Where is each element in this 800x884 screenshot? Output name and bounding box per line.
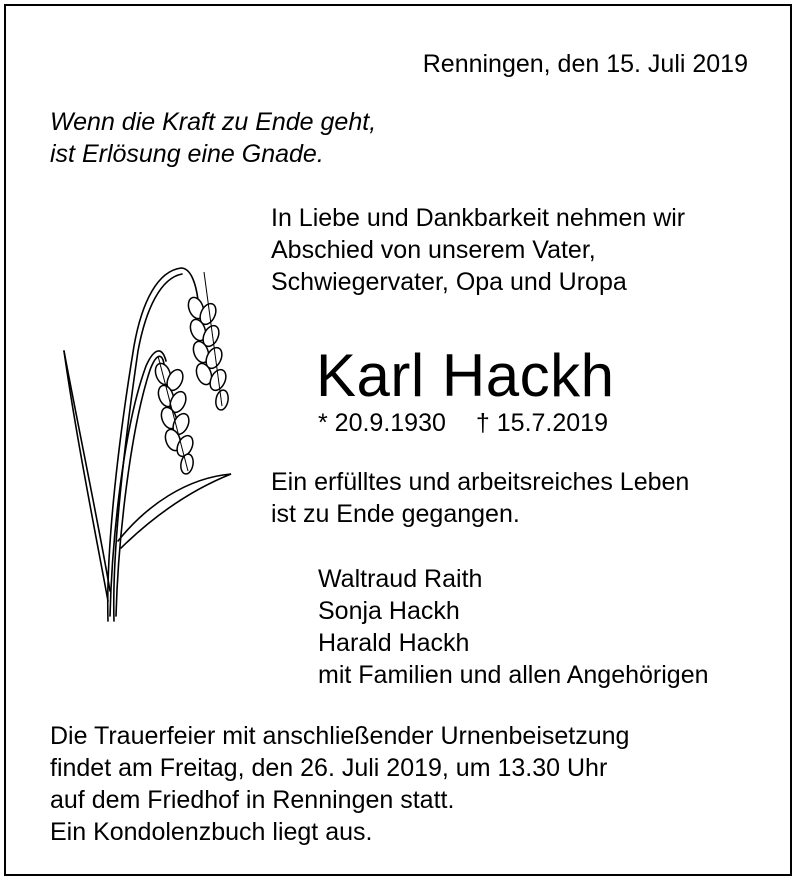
wheat-icon (46, 256, 256, 626)
intro-line: In Liebe und Dankbarkeit nehmen wir (271, 204, 686, 232)
service-line: Ein Kondolenzbuch liegt aus. (50, 818, 373, 846)
motto-line: ist Erlösung eine Gnade. (50, 140, 324, 168)
service-line: Die Trauerfeier mit anschließender Urnenbeisetzung (50, 722, 630, 750)
obituary-card (4, 4, 792, 876)
life-dates (318, 407, 608, 439)
death-date: † 15.7.2019 (475, 409, 608, 437)
life-line: Ein erfülltes und arbeitsreiches Leben (271, 468, 690, 496)
intro-line: Abschied von unserem Vater, (271, 236, 596, 264)
motto-line: Wenn die Kraft zu Ende geht, (50, 108, 377, 136)
mourner-name: Waltraud Raith (318, 565, 483, 593)
life-line: ist zu Ende gegangen. (271, 500, 520, 528)
service-info (50, 720, 629, 848)
date-line: Renningen, den 15. Juli 2019 (422, 50, 748, 78)
mourner-name: Harald Hackh (318, 629, 470, 657)
mourners-list (318, 563, 709, 691)
service-line: auf dem Friedhof in Renningen statt. (50, 786, 455, 814)
mourner-name: mit Familien und allen Angehörigen (318, 661, 709, 689)
intro-text (271, 202, 685, 298)
deceased-name: Karl Hackh (316, 342, 615, 409)
mourner-name: Sonja Hackh (318, 597, 460, 625)
intro-line: Schwiegervater, Opa und Uropa (271, 268, 627, 296)
life-text (271, 466, 689, 530)
motto (50, 106, 376, 170)
service-line: findet am Freitag, den 26. Juli 2019, um 13.30 Uhr (50, 754, 608, 782)
birth-date: * 20.9.1930 (318, 409, 446, 437)
